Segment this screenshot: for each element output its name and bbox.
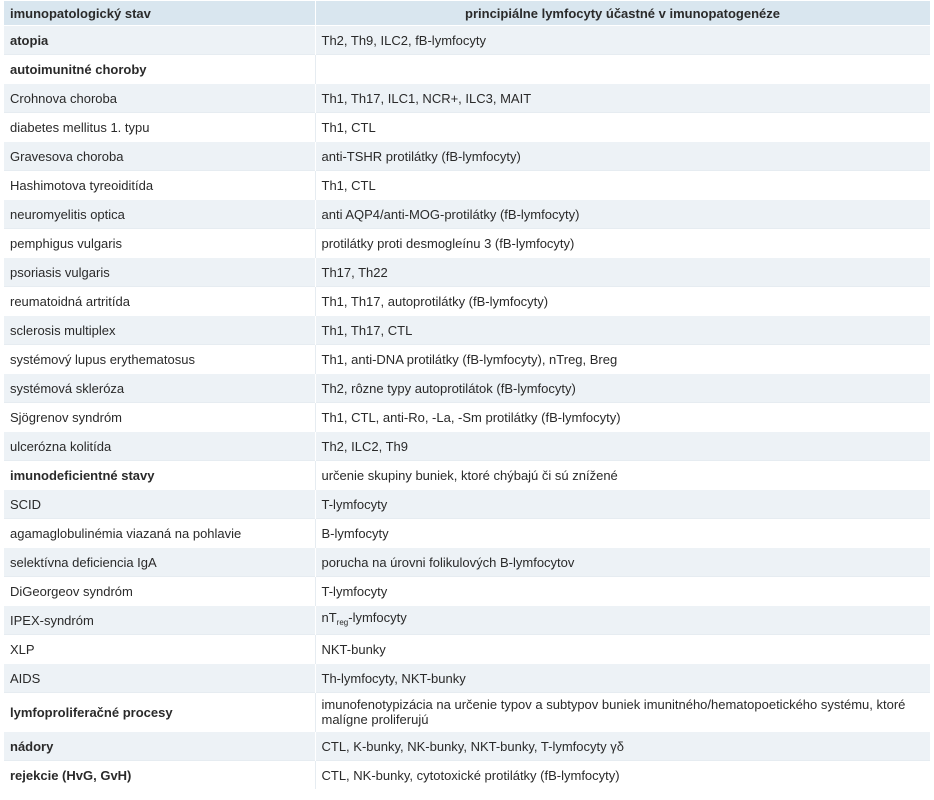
table-header-row [4, 1, 930, 26]
table-row [4, 732, 930, 761]
cell-state: lymfoproliferačné procesy [4, 693, 315, 732]
cell-lymphocytes: B-lymfocyty [315, 519, 930, 548]
cell-state: reumatoidná artritída [4, 287, 315, 316]
table-row [4, 84, 930, 113]
immunopathology-table [4, 1, 931, 789]
cell-state: IPEX-syndróm [4, 606, 315, 635]
cell-lymphocytes: T-lymfocyty [315, 577, 930, 606]
cell-lymphocytes: anti-TSHR protilátky (fB-lymfocyty) [315, 142, 930, 171]
table-row [4, 577, 930, 606]
table-row [4, 171, 930, 200]
cell-lymphocytes: určenie skupiny buniek, ktoré chýbajú či sú znížené [315, 461, 930, 490]
lymph-suffix: -lymfocyty [348, 610, 407, 625]
table-row [4, 548, 930, 577]
table-row [4, 345, 930, 374]
cell-lymphocytes: Th1, Th17, CTL [315, 316, 930, 345]
cell-state: XLP [4, 635, 315, 664]
table-row [4, 374, 930, 403]
cell-state: rejekcie (HvG, GvH) [4, 761, 315, 790]
cell-lymphocytes: NKT-bunky [315, 635, 930, 664]
cell-state: systémový lupus erythematosus [4, 345, 315, 374]
cell-state: systémová skleróza [4, 374, 315, 403]
table-row [4, 258, 930, 287]
cell-state: nádory [4, 732, 315, 761]
table-row [4, 606, 930, 635]
table-row [4, 761, 930, 790]
header-lymphocytes: principiálne lymfocyty účastné v imunopatogenéze [315, 1, 930, 26]
cell-state: selektívna deficiencia IgA [4, 548, 315, 577]
cell-state: imunodeficientné stavy [4, 461, 315, 490]
table-row [4, 693, 930, 732]
cell-lymphocytes: CTL, K-bunky, NK-bunky, NKT-bunky, T-lymfocyty γδ [315, 732, 930, 761]
cell-state: sclerosis multiplex [4, 316, 315, 345]
cell-lymphocytes: Th17, Th22 [315, 258, 930, 287]
cell-lymphocytes: Th2, Th9, ILC2, fB-lymfocyty [315, 26, 930, 55]
cell-lymphocytes: porucha na úrovni folikulových B-lymfocytov [315, 548, 930, 577]
cell-state: pemphigus vulgaris [4, 229, 315, 258]
cell-lymphocytes: anti AQP4/anti-MOG-protilátky (fB-lymfocyty) [315, 200, 930, 229]
lymph-subscript: reg [336, 618, 349, 627]
cell-lymphocytes [315, 55, 930, 84]
cell-lymphocytes: Th2, rôzne typy autoprotilátok (fB-lymfocyty) [315, 374, 930, 403]
cell-state: DiGeorgeov syndróm [4, 577, 315, 606]
table-container [4, 1, 930, 789]
cell-state: Gravesova choroba [4, 142, 315, 171]
table-row [4, 635, 930, 664]
table-row [4, 461, 930, 490]
cell-lymphocytes: Th1, CTL [315, 113, 930, 142]
table-row [4, 229, 930, 258]
cell-state: Hashimotova tyreoiditída [4, 171, 315, 200]
cell-lymphocytes: Th1, CTL, anti-Ro, -La, -Sm protilátky (fB-lymfocyty) [315, 403, 930, 432]
table-row [4, 142, 930, 171]
cell-lymphocytes: Th-lymfocyty, NKT-bunky [315, 664, 930, 693]
cell-state: Crohnova choroba [4, 84, 315, 113]
cell-state: diabetes mellitus 1. typu [4, 113, 315, 142]
cell-lymphocytes: CTL, NK-bunky, cytotoxické protilátky (fB-lymfocyty) [315, 761, 930, 790]
cell-state: SCID [4, 490, 315, 519]
table-row [4, 200, 930, 229]
cell-state: AIDS [4, 664, 315, 693]
table-row [4, 490, 930, 519]
cell-lymphocytes: Th1, Th17, ILC1, NCR+, ILC3, MAIT [315, 84, 930, 113]
cell-state: agamaglobulinémia viazaná na pohlavie [4, 519, 315, 548]
cell-lymphocytes: Th1, Th17, autoprotilátky (fB-lymfocyty) [315, 287, 930, 316]
table-row [4, 26, 930, 55]
cell-lymphocytes [315, 606, 930, 635]
cell-lymphocytes: Th2, ILC2, Th9 [315, 432, 930, 461]
cell-state: Sjögrenov syndróm [4, 403, 315, 432]
cell-lymphocytes: protilátky proti desmogleínu 3 (fB-lymfocyty) [315, 229, 930, 258]
cell-state: atopia [4, 26, 315, 55]
cell-state: psoriasis vulgaris [4, 258, 315, 287]
cell-state: autoimunitné choroby [4, 55, 315, 84]
cell-lymphocytes: T-lymfocyty [315, 490, 930, 519]
table-row [4, 287, 930, 316]
lymph-prefix: nT [321, 610, 337, 625]
table-row [4, 519, 930, 548]
table-row [4, 113, 930, 142]
cell-lymphocytes: imunofenotypizácia na určenie typov a subtypov buniek imunitného/hematopoetického systému, ktoré malígne proliferujú [315, 693, 930, 732]
cell-lymphocytes: Th1, anti-DNA protilátky (fB-lymfocyty), nTreg, Breg [315, 345, 930, 374]
table-body [4, 26, 930, 790]
cell-lymphocytes: Th1, CTL [315, 171, 930, 200]
table-row [4, 55, 930, 84]
table-row [4, 432, 930, 461]
table-row [4, 316, 930, 345]
header-state: imunopatologický stav [4, 1, 315, 26]
table-row [4, 403, 930, 432]
cell-state: neuromyelitis optica [4, 200, 315, 229]
table-row [4, 664, 930, 693]
cell-state: ulcerózna kolitída [4, 432, 315, 461]
